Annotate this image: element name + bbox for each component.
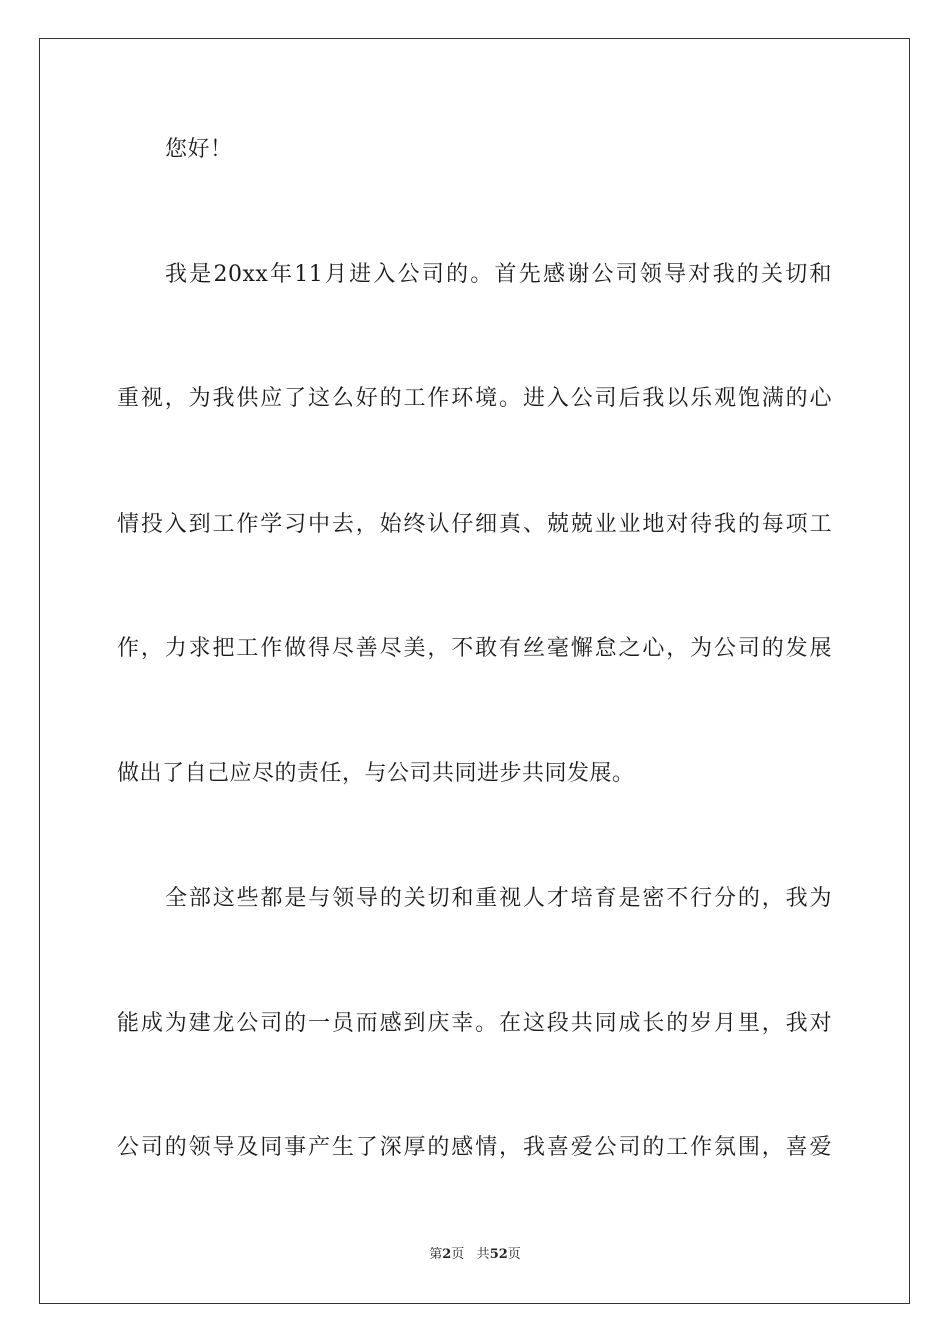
footer-total-pages: 52 [489, 1247, 508, 1262]
paragraph-1-line-2: 重视，为我供应了这么好的工作环境。进入公司后我以乐观饱满的心 [117, 386, 832, 411]
paragraph-1-line-1: 我是20xx年11月进入公司的。首先感谢公司领导对我的关切和 [165, 262, 832, 287]
paragraph-1-line-3: 情投入到工作学习中去，始终认仔细真、兢兢业业地对待我的每项工 [117, 512, 832, 537]
greeting-line: 您好！ [165, 137, 233, 162]
footer-page-suffix: 页 [451, 1247, 465, 1262]
page-border [39, 38, 910, 1304]
footer-page-number: 2 [442, 1247, 452, 1262]
footer-total-suffix: 页 [507, 1247, 521, 1262]
paragraph-2-line-2: 能成为建龙公司的一员而感到庆幸。在这段共同成长的岁月里，我对 [117, 1011, 832, 1036]
paragraph-2-line-1: 全部这些都是与领导的关切和重视人才培育是密不行分的，我为 [165, 886, 832, 911]
page-footer [0, 1246, 950, 1264]
footer-page-prefix: 第 [429, 1247, 443, 1262]
paragraph-1-line-5: 做出了自己应尽的责任，与公司共同进步共同发展。 [117, 761, 635, 786]
paragraph-1-line-4: 作，力求把工作做得尽善尽美，不敢有丝毫懈怠之心，为公司的发展 [117, 636, 832, 661]
paragraph-2-line-3: 公司的领导及同事产生了深厚的感情，我喜爱公司的工作氛围，喜爱 [117, 1135, 832, 1160]
footer-total-prefix: 共 [476, 1247, 490, 1262]
